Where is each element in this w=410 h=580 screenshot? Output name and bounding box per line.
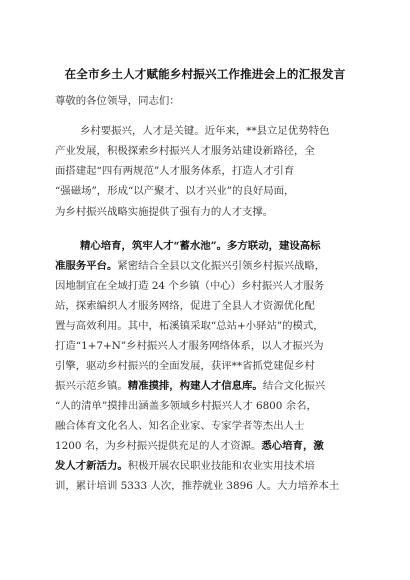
paragraph-text: 紧密结合全县以文化振兴引领乡村振兴战略， — [117, 260, 326, 272]
paragraph-line: 站，探索编织人才服务网络，促进了全县人才资源优化配 — [55, 300, 315, 312]
paragraph-line: 打造“1+7+N”乡村振兴人才服务网络体系，以人才振兴为 — [55, 340, 324, 352]
paragraph-text: 1200 名，为乡村振兴提供充足的人才资源。 — [55, 440, 262, 452]
paragraph-line: 乡村要振兴，人才是关键。近年来，**县立足优势特色 — [80, 125, 330, 137]
paragraph-line: “人的清单”摸排出涵盖多领域乡村振兴人才 6800 余名， — [55, 400, 317, 412]
paragraph-line — [55, 439, 355, 453]
section-subheading: 发人才新活力。 — [55, 460, 128, 472]
section-subheading: 悉心培育，激 — [261, 440, 324, 452]
paragraph-line — [55, 379, 355, 393]
paragraph-line: 面搭建起“四有两规范”人才服务体系，打造人才引育 — [55, 165, 295, 177]
paragraph-line: 训，累计培训 5333 人次，推荐就业 3896 人。大力培养本土 — [55, 480, 340, 492]
paragraph-line: 因地制宜在全域打造 24 个乡镇（中心）乡村振兴人才服务 — [55, 280, 325, 292]
paragraph-line: 置与高效利用。其中，柘溪镇采取“总站+小驿站”的模式， — [55, 320, 324, 332]
paragraph-text: 积极开展农民职业技能和农业实用技术培 — [127, 460, 315, 472]
paragraph-line: “强磁场”，形成“以产聚才、以才兴业”的良好局面， — [55, 185, 295, 197]
paragraph-text: 振兴示范乡镇。 — [55, 380, 128, 392]
paragraph-line: 为乡村振兴战略实施提供了强有力的人才支撑。 — [55, 206, 274, 218]
section-heading: 精心培育，筑牢人才“蓄水池”。多方联动，建设高标 — [80, 240, 321, 252]
paragraph-text: 结合文化振兴 — [262, 380, 326, 392]
section-subheading: 准服务平台。 — [55, 260, 118, 272]
paragraph-line — [55, 259, 355, 273]
document-title: 在全市乡土人才赋能乡村振兴工作推进会上的汇报发言 — [64, 67, 346, 81]
paragraph-line: 产业发展，积极探索乡村振兴人才服务站建设新路径，全 — [55, 145, 315, 157]
paragraph-line: 融合体育文化名人、知名企业家、专家学者等杰出人士 — [55, 420, 305, 432]
paragraph-line: 引擎，驱动乡村振兴的全面发展，获评**省抓党建促乡村 — [55, 360, 315, 372]
paragraph-line — [55, 459, 355, 473]
section-subheading: 精准摸排，构建人才信息库。 — [127, 380, 263, 392]
salutation: 尊敬的各位领导，同志们： — [55, 95, 180, 107]
